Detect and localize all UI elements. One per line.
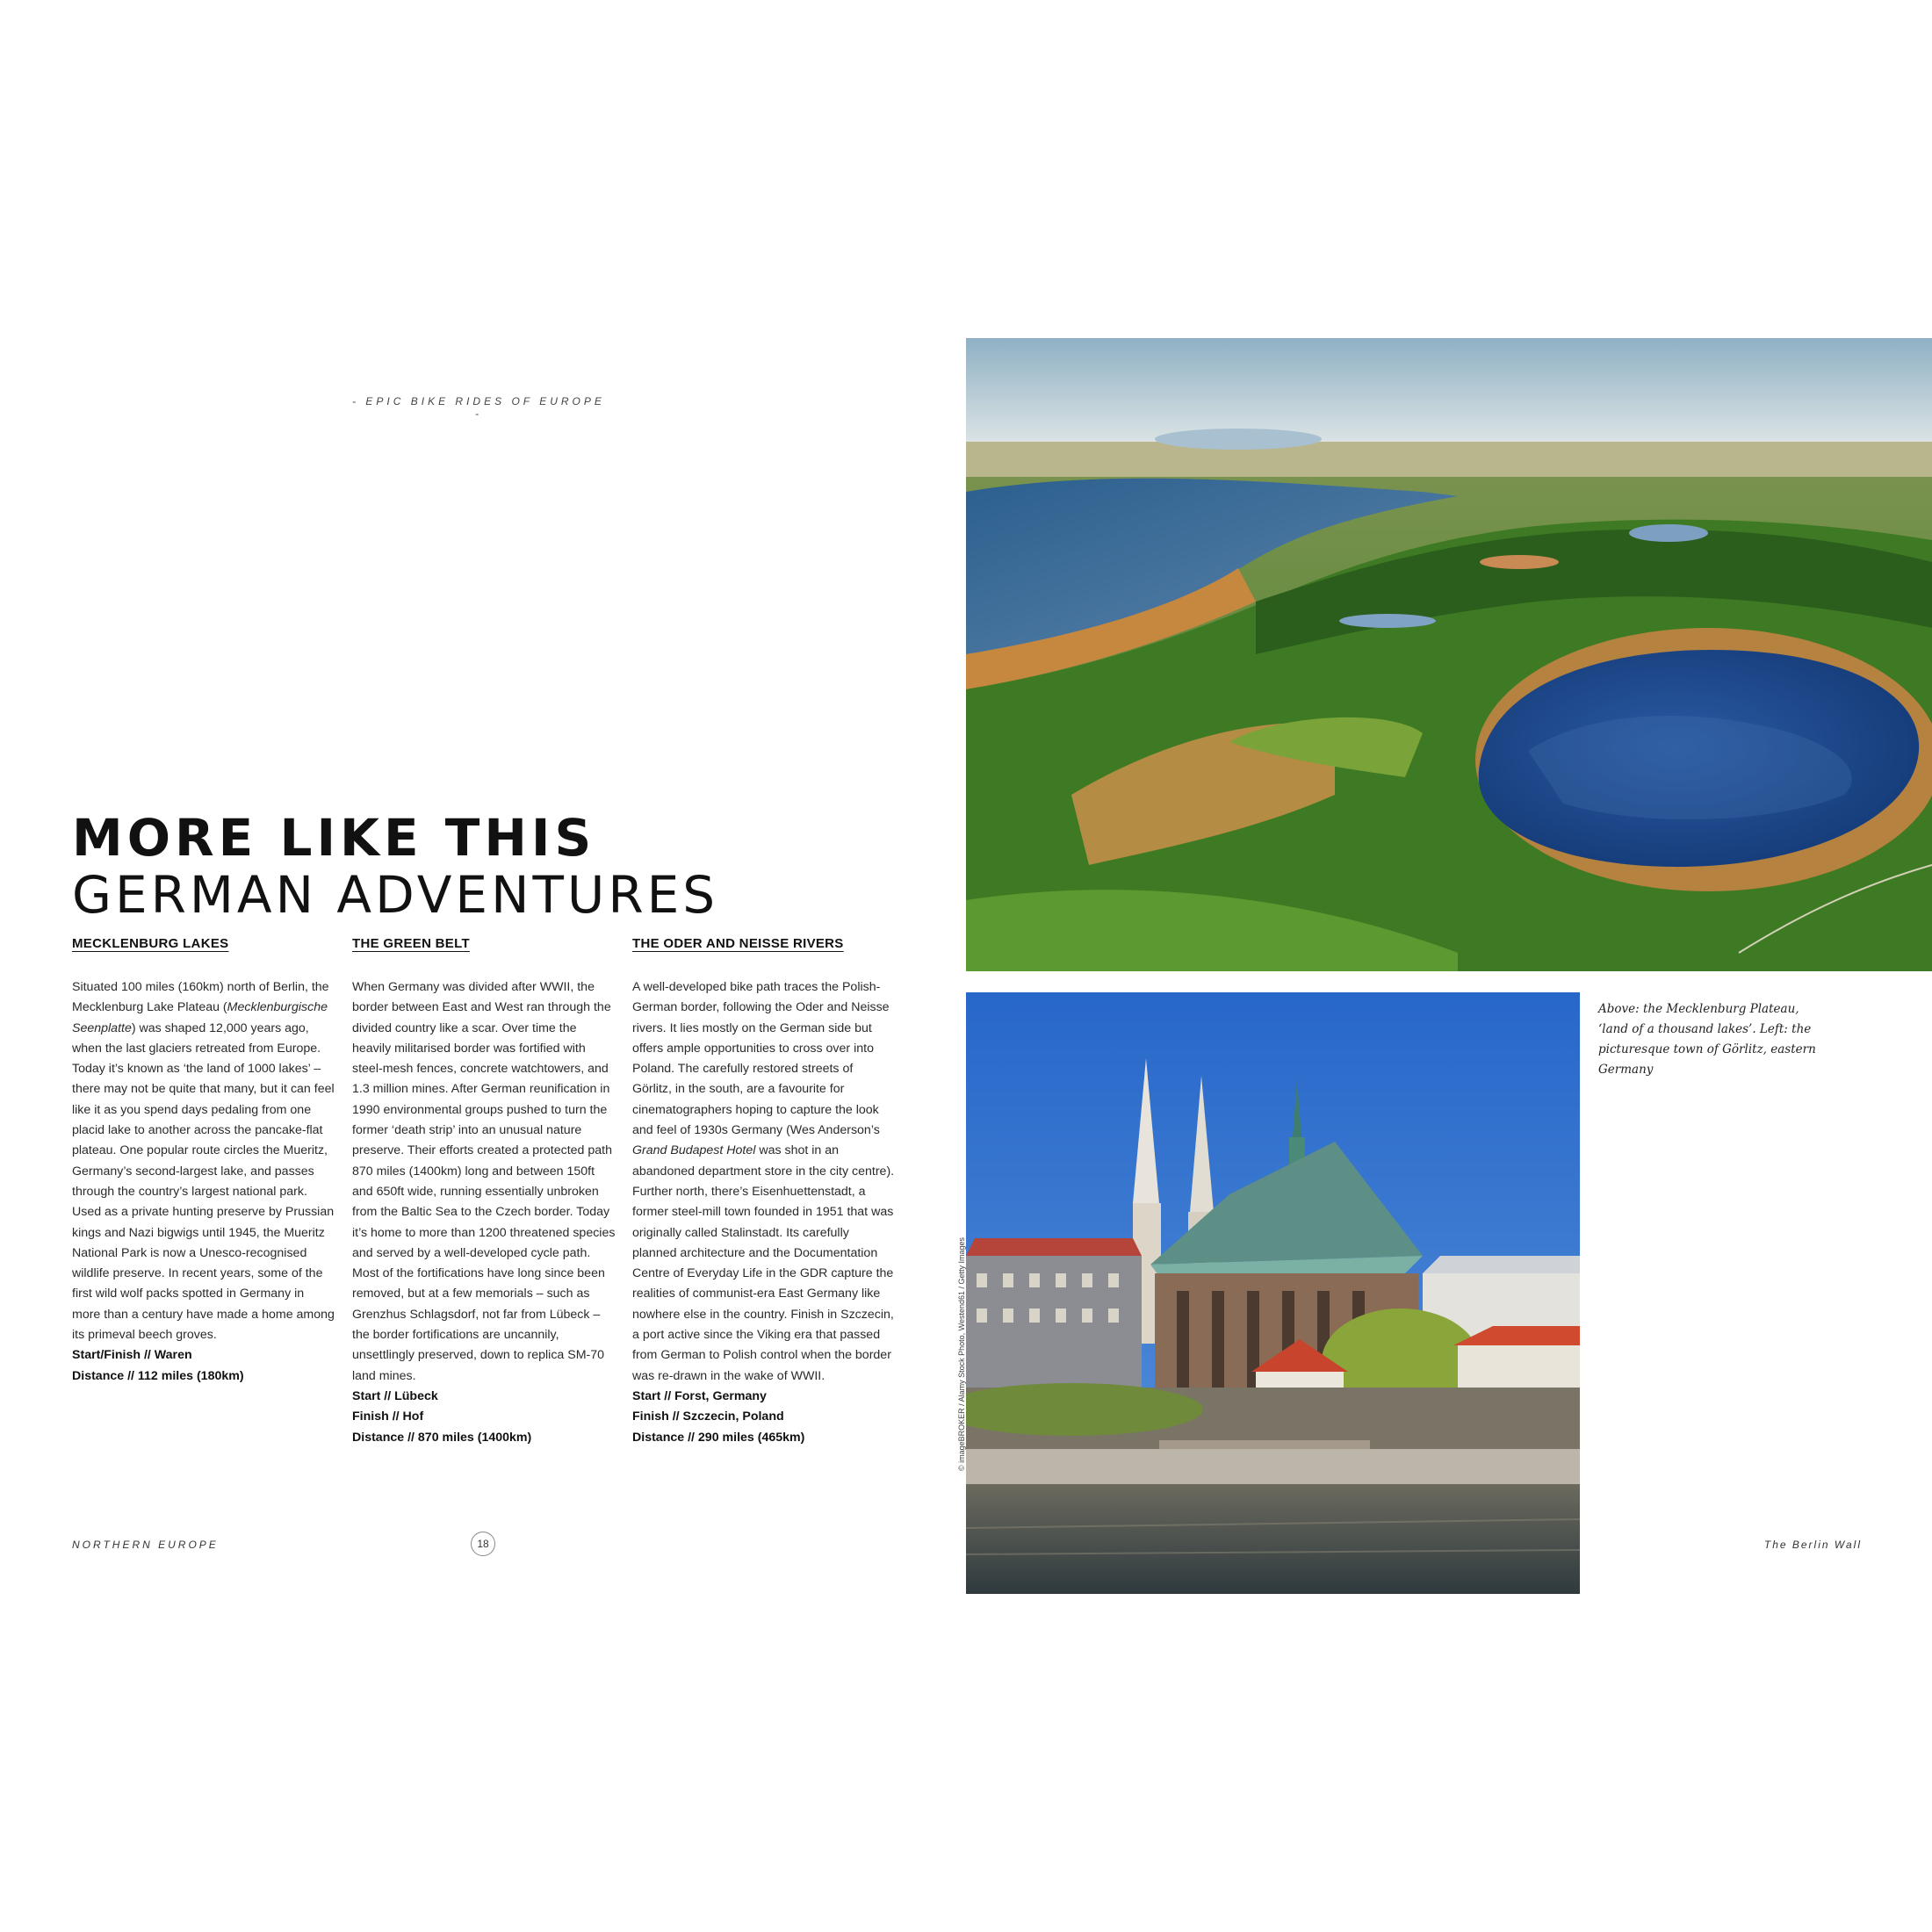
section-subtitle: GERMAN ADVENTURES [72,865,719,925]
column-body: When Germany was divided after WWII, the border between East and West ran through the divided country like a scar. Over time the heavily militarised border was fortified with steel-mesh fences, concrete watchtowers, and 1.3 million mines. After German reunification in 1990 environmental groups pushed to turn the former ‘death strip’ into an unusual nature preserve. Their efforts created a protected path 870 miles (1400km) long and between 150ft and 650ft wide, running essentially unbroken from the Baltic Sea to the Czech border. Today it’s home to more than 1200 threatened species and served by a well-developed cycle path. Most of the fortifications have long since been removed, but at a few memorials – such as Grenzhus Schlagsdorf, not far from Lübeck – the border fortifications are uncannily, unsettlingly preserved, down to replica SM-70 land mines. [352,980,616,1383]
fact-start: Start // Lübeck [352,1388,438,1403]
photo-credit: © imageBROKER / Alamy Stock Photo, Westend61 / Getty Images [957,1236,966,1472]
column-mecklenburg-lakes [72,936,335,1387]
page-number: 18 [471,1532,495,1556]
photo-caption: Above: the Mecklenburg Plateau, ‘land of a thousand lakes’. Left: the picturesque town of Görlitz, eastern Germany [1598,1002,1816,1077]
town-illustration [966,992,1580,1594]
column-green-belt [352,936,616,1448]
column-body: Situated 100 miles (160km) north of Berlin, the Mecklenburg Lake Plateau (Mecklenburgische Seenplatte) was shaped 12,000 years ago, when the last glaciers retreated from Europe. Today it’s known as ‘the land of 1000 lakes’ – there may not be quite that many, but it can feel like it as you spend days pedaling from one placid lake to another across the pancake-flat plateau. One popular route circles the Mueritz, Germany’s second-largest lake, and passes through the country’s largest national park. Used as a private hunting preserve by Prussian kings and Nazi bigwigs until 1945, the Mueritz National Park is now a Unesco-recognised wildlife preserve. In recent years, some of the first wild wolf packs spotted in Germany in more than a century have made a home among its primeval beech groves. [72,980,335,1343]
column-body: A well-developed bike path traces the Polish-German border, following the Oder and Neisse rivers. It lies mostly on the German side but offers ample opportunities to cross over into Poland. The carefully restored streets of Görlitz, in the south, are a favourite for cinematographers hoping to capture the look and feel of 1930s Germany (Wes Anderson’s Grand Budapest Hotel was shot in an abandoned department store in the city centre). Further north, there’s Eisenhuettenstadt, a former steel-mill town founded in 1951 that was originally called Stalinstadt. Its carefully planned architecture and the Documentation Centre of Everyday Life in the GDR capture the realities of communist-era East Germany like nowhere else in the country. Finish in Szczecin, a port active since the Viking era that passed from German to Polish control when the border was re-drawn in the wake of WWII. [632,980,895,1383]
footer-chapter-name: The Berlin Wall [1763,1539,1862,1551]
fact-distance: Distance // 870 miles (1400km) [352,1430,532,1445]
fact-start-finish: Start/Finish // Waren [72,1348,192,1363]
fact-finish: Finish // Hof [352,1409,424,1424]
section-title: MORE LIKE THIS [72,808,596,868]
running-head: - EPIC BIKE RIDES OF EUROPE - [352,395,605,420]
fact-start: Start // Forst, Germany [632,1388,767,1403]
column-oder-neisse-rivers [632,936,896,1448]
fact-distance: Distance // 290 miles (465km) [632,1430,805,1445]
lakes-illustration [966,338,1932,971]
photo-gorlitz-town [966,992,1580,1594]
fact-distance: Distance // 112 miles (180km) [72,1368,244,1383]
column-heading: MECKLENBURG LAKES [72,936,229,951]
fact-finish: Finish // Szczecin, Poland [632,1409,784,1424]
photo-mecklenburg-lakes [966,338,1932,971]
column-heading: THE GREEN BELT [352,936,470,951]
column-heading: THE ODER AND NEISSE RIVERS [632,936,844,951]
footer-section-name: NORTHERN EUROPE [72,1539,219,1551]
